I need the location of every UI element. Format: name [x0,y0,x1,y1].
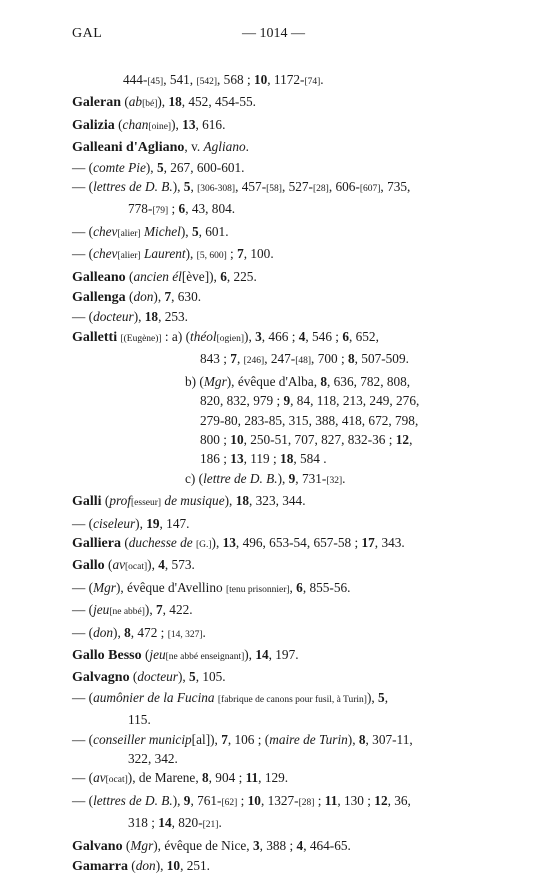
entry-text: . [342,470,346,486]
entry-text: 9 [183,792,191,808]
entry-text: , 323, 344. [249,493,306,509]
entry-text: Mgr [203,373,227,389]
entry-text: 8 [124,624,131,640]
index-line [72,327,492,349]
index-line [72,177,492,199]
index-line [72,600,492,622]
index-line [72,710,492,729]
entry-text: , 601. [198,223,229,239]
entry-text: , 496, 653-54, 657-58 ; [235,534,362,550]
entry-text: , [409,431,413,447]
index-entries [72,70,492,876]
entry-text: . [245,139,249,155]
index-line [72,411,492,430]
entry-headword: Galli [72,494,102,510]
entry-text: ), [133,309,145,325]
entry-text: [58] [266,184,282,195]
index-line [72,307,492,326]
entry-text: 5 [191,223,199,239]
entry-text: , 606- [328,179,360,195]
entry-text: docteur [137,669,178,685]
entry-text: 6 [296,579,303,595]
entry-text: , [384,689,389,705]
entry-text: 820, 832, 979 ; [200,393,284,409]
entry-text: [ocat] [125,562,148,573]
entry-text: ( [127,858,136,874]
entry-text: ), [145,159,157,175]
entry-text: : a) ( [161,328,191,344]
entry-text: [32] [326,475,343,486]
entry-text: [62] [221,797,238,808]
entry-headword: Galliera [72,535,121,551]
entry-headword: Gallo Besso [72,647,142,663]
entry-text: — ( [72,689,94,705]
entry-text: 18 [144,309,159,325]
index-line [72,667,492,687]
entry-text: jeu [93,602,110,618]
entry-text: ), de Marene, [127,770,202,786]
entry-text: 10 [247,792,261,808]
entry-text: ), [135,515,147,531]
entry-text: ( [141,646,150,662]
entry-text: [14, 327] [167,629,203,640]
entry-text: — ( [72,246,94,262]
entry-text: — ( [72,624,94,640]
index-line [72,391,492,410]
entry-text: ( [122,837,131,853]
entry-text: , 106 ; ( [227,731,270,747]
entry-headword: Galleani d'Agliano [72,140,185,156]
entry-headword: Galletti [72,329,118,345]
entry-text: 6 [342,328,349,344]
entry-text: ), [209,268,221,284]
entry-text: , 225. [226,268,257,284]
entry-text: — ( [72,770,94,786]
entry-text: — ( [72,602,94,618]
entry-text: , 250-51, 707, 827, 832-36 ; [243,431,396,447]
entry-text: ), évêque d'Avellino [115,579,226,595]
entry-text: théol [190,328,217,344]
entry-text: 11 [245,770,259,786]
entry-text: jeu [149,646,166,662]
entry-text: chev [93,223,118,239]
entry-text: 318 ; [128,815,159,831]
index-line [72,267,492,287]
entry-text: 7 [221,731,228,747]
entry-text: , 43, 804. [185,201,236,217]
entry-text: ), [185,246,197,262]
entry-text: lettres de D. B. [93,179,173,195]
index-line [72,856,492,876]
index-line [72,836,492,856]
entry-text: ( [114,116,123,132]
entry-text: [ne abbé enseignant] [165,651,245,662]
entry-text: 10 [253,72,268,87]
entry-text: [74] [304,77,321,87]
entry-text: ), [113,624,125,640]
entry-text: , 616. [195,116,226,132]
entry-text: , v. [184,139,204,155]
entry-headword: Gallo [72,558,105,574]
entry-text: ), [224,493,236,509]
page-header [72,26,472,46]
entry-headword: Gamarra [72,859,128,875]
entry-text: — ( [72,731,94,747]
entry-text: ), [177,669,190,685]
entry-text: 10 [166,858,181,874]
entry-text: [G.] [195,539,212,550]
entry-text: [alier] [117,228,141,239]
entry-text: 10 [230,431,244,447]
entry-text: , 84, 118, 213, 249, 276, [290,393,420,409]
entry-text: , 307-11, [365,731,413,747]
entry-text: [tenu prisonnier] [225,584,290,595]
index-line [72,244,492,266]
entry-text: 8 [358,731,366,747]
entry-headword: Galvano [72,838,123,854]
entry-text: [21] [202,820,219,831]
entry-text: [246] [243,356,265,367]
entry-text: , 568 ; [217,72,254,87]
index-line [72,158,492,177]
entry-text: 322, 342. [128,751,178,766]
entry-headword: Galleano [72,269,126,285]
entry-text: , 472 ; [130,624,168,640]
entry-text: 3 [255,328,262,344]
entry-text: ), [277,470,289,486]
entry-text: conseiller municip [93,731,192,747]
entry-text: , 636, 782, 808, [327,373,411,389]
entry-text: [306-308] [197,184,236,195]
entry-text: lettres de D. B. [93,792,173,808]
entry-text: [28] [312,184,329,195]
entry-text: [45] [147,77,164,87]
entry-text: , 584 . [293,451,327,467]
entry-text: maire de Turin [269,731,348,747]
entry-text: 800 ; [200,431,231,447]
entry-text: 4 [298,328,306,344]
entry-text: 12 [395,431,410,447]
index-line [72,555,492,577]
entry-text: — ( [72,309,94,325]
entry-text: ab [128,94,143,110]
entry-text: 7 [230,351,237,367]
entry-text: av [112,557,125,573]
entry-text: [ne abbé] [109,607,145,618]
index-line [72,430,492,449]
entry-text: — ( [72,223,94,239]
index-line [72,491,492,513]
entry-text: , 735, [380,179,411,195]
entry-text: chan [122,116,149,132]
entry-text: , 507-509. [354,351,409,367]
index-line [72,349,492,371]
entry-text: [5, 600] [196,251,227,262]
entry-text: Mgr [93,579,116,595]
entry-text: , 820- [171,815,203,831]
entry-text: 8 [347,351,355,367]
entry-text: [48] [295,356,312,367]
entry-text: [(Eugène)] [120,333,162,344]
index-line [72,578,492,600]
entry-text: [fabrique de canons pour fusil, à Turin] [217,694,367,705]
entry-text: ; [226,246,238,262]
entry-text: 8 [320,373,327,389]
entry-text: 14 [255,646,269,662]
entry-text: , 253. [158,309,188,325]
entry-text: [28] [298,797,315,808]
entry-text: — ( [72,159,94,175]
entry-text: 444- [123,72,148,87]
entry-text: , [289,579,297,595]
index-line [72,199,492,221]
entry-text: , 452, 454-55. [181,94,256,110]
entry-text: ), évêque de Nice, [153,837,253,853]
entry-text: 5 [378,689,385,705]
entry-text: ancien él [133,268,182,284]
entry-text: ; [237,792,248,808]
index-line [72,813,492,835]
entry-text: 18 [280,451,294,467]
entry-text: , 100. [243,246,274,262]
entry-text: , 761- [190,792,222,808]
entry-text: don [93,624,114,640]
entry-text: , 129. [258,770,289,786]
entry-text: , 652, [348,328,379,344]
entry-text: 11 [324,792,338,808]
entry-text: ), [172,179,184,195]
entry-text: Michel [143,223,181,239]
index-line [72,533,492,555]
entry-text: b) ( [185,373,204,389]
entry-text: ), [210,731,222,747]
entry-text: ), [172,792,184,808]
entry-text: [ocat] [105,775,128,786]
entry-text: 8 [202,770,209,786]
entry-text: ), [147,557,159,573]
index-line [72,372,492,391]
entry-text: ( [101,493,110,509]
entry-text: , 36, [387,792,411,808]
entry-text: . [320,72,324,87]
index-line [72,791,492,813]
entry-text: 5 [156,159,164,175]
entry-text: 9 [288,470,296,486]
entry-text: [542] [196,77,218,87]
entry-text: 186 ; [200,451,231,467]
entry-text: [79] [152,206,169,217]
entry-text: 7 [156,602,163,618]
entry-text: , 573. [164,557,195,573]
entry-text: ciseleur [93,515,136,531]
index-line [72,623,492,645]
entry-text: chev [93,246,118,262]
entry-text: 4 [296,837,304,853]
entry-text: 7 [237,246,244,262]
entry-text: [ève] [181,268,210,284]
entry-text: ), [211,534,223,550]
entry-text: [607] [359,184,381,195]
index-line [72,688,492,710]
entry-text: [bé] [142,99,158,110]
entry-text: , 700 ; [311,351,348,367]
entry-text: de musique [161,493,225,509]
entry-text: ), [157,94,169,110]
index-line [72,514,492,533]
entry-text: 4 [158,557,165,573]
entry-text: — ( [72,515,94,531]
index-line [72,730,492,749]
entry-text: , 1327- [260,792,299,808]
entry-text: ( [125,289,134,305]
entry-text: 843 ; [200,351,231,367]
entry-text: , 1172- [267,72,305,87]
entry-text: — ( [72,179,94,195]
index-line [72,70,492,92]
entry-headword: Galvagno [72,670,130,686]
entry-text: 6 [178,201,186,217]
entry-text: 14 [158,815,172,831]
entry-text: ), [171,116,183,132]
entry-text: Laurent [143,246,186,262]
entry-text: ), [366,689,379,705]
entry-text: 6 [220,268,227,284]
entry-text: ( [104,557,113,573]
entry-text: . [218,815,222,831]
entry-text: ( [121,94,129,110]
entry-text: ), [244,328,256,344]
entry-text: , 130 ; [337,792,375,808]
entry-text: 19 [146,515,160,531]
entry-text: aumônier de la Fucina [93,689,215,705]
entry-text: ), [153,289,165,305]
entry-text: , 457- [235,179,267,195]
entry-text: [alier] [117,251,141,262]
entry-text: ), [347,731,359,747]
entry-text: c) ( [185,470,204,486]
entry-text: 9 [283,393,291,409]
entry-text: ( [129,669,138,685]
entry-text: — ( [72,579,94,595]
index-line [72,222,492,244]
index-line [72,768,492,790]
entry-text: , 247- [264,351,296,367]
entry-text: 115. [128,712,151,728]
entry-text: 279-80, 283-85, 315, 388, 418, 672, 798, [200,412,419,428]
entry-text: Mgr [130,837,154,853]
index-line [72,115,492,137]
entry-text: 7 [164,289,172,305]
index-line [72,449,492,468]
entry-text: ), [155,858,167,874]
entry-text: don [133,289,154,305]
entry-text: ), [244,646,256,662]
entry-text: , 422. [162,602,193,618]
entry-text: prof [109,493,132,509]
entry-headword: Galizia [72,117,115,133]
entry-text: ), [180,223,192,239]
running-head: GAL [72,26,103,41]
entry-text: . [202,624,206,640]
entry-text: ; [168,201,179,217]
entry-text: 17 [361,534,375,550]
entry-text: docteur [93,309,134,325]
index-line [72,469,492,491]
entry-text: av [93,770,106,786]
entry-text: , 197. [268,646,299,662]
entry-text: 5 [183,179,191,195]
entry-text: , 119 ; [243,451,281,467]
entry-text: 13 [230,451,244,467]
entry-text: — ( [72,792,94,808]
entry-text: , 466 ; [261,328,299,344]
entry-text: , [190,179,198,195]
entry-text: , 343. [374,534,405,550]
entry-text: 12 [374,792,388,808]
entry-text: ( [125,268,134,284]
entry-text: , [236,351,244,367]
index-line [72,137,492,157]
entry-text: , 731- [295,470,327,486]
entry-text: , 267, 600-601. [163,159,245,175]
entry-text: Agliano [203,139,246,155]
entry-headword: Galeran [72,95,121,111]
entry-text: 13 [222,534,236,550]
entry-text: 13 [182,116,196,132]
entry-text: 778- [128,201,153,217]
entry-text: comte Pie [93,159,146,175]
entry-text: [al] [191,731,211,747]
index-line [72,92,492,114]
entry-text: , 855-56. [302,579,351,595]
entry-text: [esseur] [131,498,162,509]
entry-text: , 527- [281,179,313,195]
entry-text: [oine] [148,121,172,132]
entry-text: , 541, [163,72,197,87]
entry-text: ; [314,792,325,808]
index-line [72,287,492,307]
entry-text: , 904 ; [208,770,246,786]
entry-text: 3 [252,837,260,853]
index-line [72,749,492,768]
entry-text: 18 [235,493,249,509]
entry-text: , 546 ; [305,328,343,344]
entry-text: duchesse de [128,534,193,550]
entry-text: , 630. [171,289,202,305]
entry-text: , 388 ; [259,837,297,853]
entry-text: ( [121,534,129,550]
entry-text: lettre de D. B. [203,470,278,486]
entry-text: , 251. [180,858,210,874]
page-number: — 1014 — [242,26,305,41]
entry-text: , 105. [195,669,226,685]
entry-text: , 147. [159,515,190,531]
entry-text: , 464-65. [303,837,351,853]
entry-headword: Gallenga [72,290,126,306]
index-line [72,645,492,667]
entry-text: ), [144,602,156,618]
entry-text: don [135,858,156,874]
entry-text: 18 [168,94,182,110]
entry-text: [ogien] [216,333,245,344]
entry-text: ), évêque d'Alba, [226,373,321,389]
entry-text: 5 [189,669,196,685]
